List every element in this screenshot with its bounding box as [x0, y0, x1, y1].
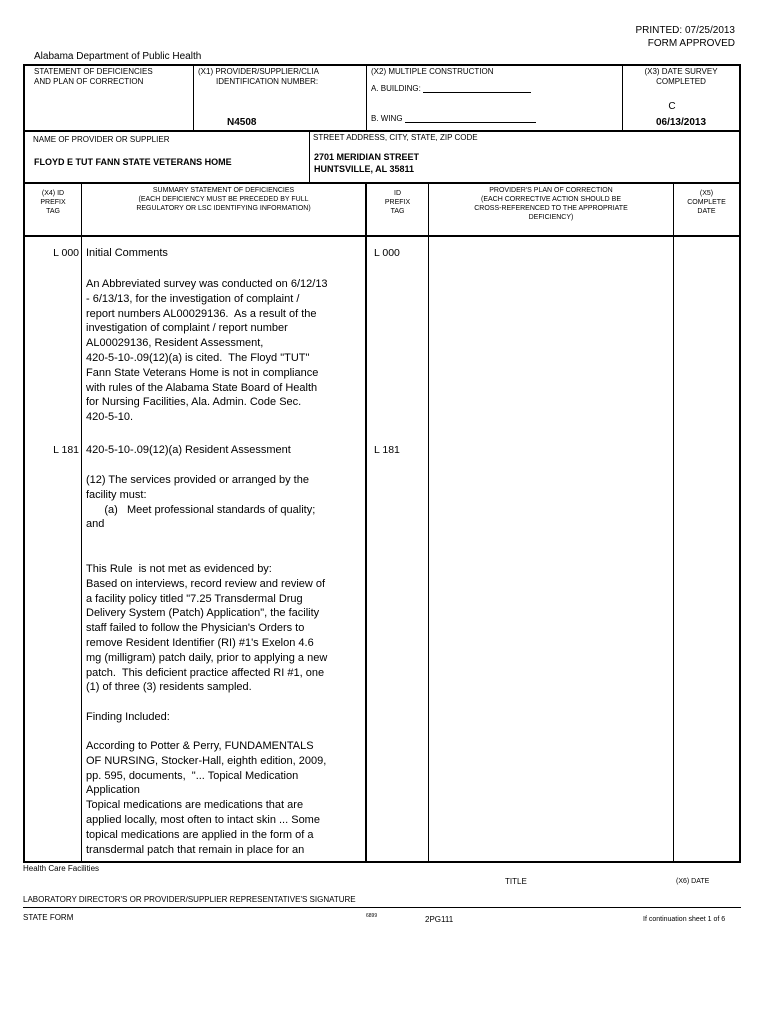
state-form-label: STATE FORM — [23, 913, 74, 922]
entry-tag: L 000 — [53, 247, 79, 259]
x6-date-label: (X6) DATE — [676, 878, 710, 885]
entry-tag: L 181 — [53, 444, 79, 456]
entry-paragraph: Finding Included: — [86, 711, 170, 723]
event-id: 2PG111 — [425, 915, 454, 924]
frame-bottom-line — [23, 861, 741, 863]
provider-name-label: NAME OF PROVIDER OR SUPPLIER — [33, 135, 170, 144]
divider — [23, 235, 741, 237]
provider-address: 2701 MERIDIAN STREET HUNTSVILLE, AL 35811 — [314, 152, 420, 174]
wing-underline — [405, 122, 536, 123]
entry-paragraph: An Abbreviated survey was conducted on 6/12/13 - 6/13/13, for the investigation of complaint / report numbers AL00029136. As a result of the investigation of complaint / report number AL00029136, Resident Assessment, 420-5-10-.09(12)(a) is cited. The Floyd "TUT" Fann State Veterans Home is not in compliance with rules of the Alabama State Board of Health for Nursing Facilities, Ala. Admin. Code Sec. 420-5-10. — [86, 278, 328, 424]
health-care-facilities: Health Care Facilities — [23, 864, 100, 873]
divider — [428, 182, 429, 862]
agency-name: Alabama Department of Public Health — [34, 51, 202, 62]
entry-title: Initial Comments — [86, 247, 168, 259]
signature-line — [23, 907, 741, 908]
divider — [81, 182, 82, 862]
plan-column-header: PROVIDER'S PLAN OF CORRECTION (EACH CORRECTIVE ACTION SHOULD BE CROSS-REFERENCED TO THE APPROPRIATE DEFICIENCY) — [474, 187, 628, 221]
signature-label: LABORATORY DIRECTOR'S OR PROVIDER/SUPPLIER REPRESENTATIVE'S SIGNATURE — [23, 895, 356, 904]
divider — [23, 182, 741, 184]
summary-column-header: SUMMARY STATEMENT OF DEFICIENCIES (EACH DEFICIENCY MUST BE PRECEDED BY FULL REGULATORY OR LSC IDENTIFYING INFORMATION) — [136, 187, 311, 212]
x1-label: (X1) PROVIDER/SUPPLIER/CLIA IDENTIFICATION NUMBER: — [198, 67, 319, 86]
building-label: A. BUILDING: — [371, 84, 421, 93]
divider — [366, 64, 367, 130]
continuation-sheet: If continuation sheet 1 of 6 — [643, 916, 726, 923]
entry-id-tag: L 000 — [374, 247, 400, 259]
divider — [365, 182, 367, 862]
entry-title: 420-5-10-.09(12)(a) Resident Assessment — [86, 444, 291, 456]
form-approved: FORM APPROVED — [647, 38, 735, 49]
x4-column-header: (X4) ID PREFIX TAG — [40, 190, 66, 215]
x5-column-header: (X5) COMPLETE DATE — [687, 190, 726, 215]
divider — [193, 64, 194, 130]
provider-name: FLOYD E TUT FANN STATE VETERANS HOME — [34, 157, 232, 167]
x3-code: C — [668, 101, 676, 112]
divider — [23, 130, 741, 132]
title-label: TITLE — [505, 877, 527, 886]
building-underline — [423, 92, 531, 93]
form-number: 6899 — [366, 913, 378, 919]
wing-label: B. WING — [371, 114, 403, 123]
id-column-header: ID PREFIX TAG — [384, 190, 411, 215]
entry-paragraph: According to Potter & Perry, FUNDAMENTALS OF NURSING, Stocker-Hall, eighth edition, 2009, pp. 595, documents, "... Topical Medication Application Topical medications are medications that are applied locally, most often to intact skin ... Some topical medications are applied in the form of a transdermal patch that remain in place for an — [86, 740, 327, 856]
frame-top-line — [23, 64, 741, 66]
entry-paragraph: (12) The services provided or arranged by the facility must: (a) Meet professional standards of quality; and — [86, 474, 316, 531]
x2-label: (X2) MULTIPLE CONSTRUCTION — [371, 67, 494, 76]
entry-id-tag: L 181 — [374, 444, 400, 456]
entry-paragraph: This Rule is not met as evidenced by: Based on interviews, record review and review of a facility policy titled "7.25 Transdermal Drug Delivery System (Patch) Application", the facility staff failed to follow the Physician's Orders to remove Resident Identifier (RI) #1's Exelon 4.6 mg (milligram) patch daily, prior to applying a new patch. This deficient practice affected RI #1, one (1) of three (3) residents sampled. — [86, 563, 328, 694]
divider — [673, 182, 674, 862]
printed-date: PRINTED: 07/25/2013 — [635, 25, 735, 36]
divider — [309, 130, 310, 182]
survey-completed-date: 06/13/2013 — [655, 117, 707, 128]
provider-id-number: N4508 — [227, 117, 257, 128]
statement-label: STATEMENT OF DEFICIENCIES AND PLAN OF CORRECTION — [34, 67, 153, 86]
address-label: STREET ADDRESS, CITY, STATE, ZIP CODE — [313, 133, 478, 142]
x3-label: (X3) DATE SURVEY COMPLETED — [644, 67, 718, 86]
